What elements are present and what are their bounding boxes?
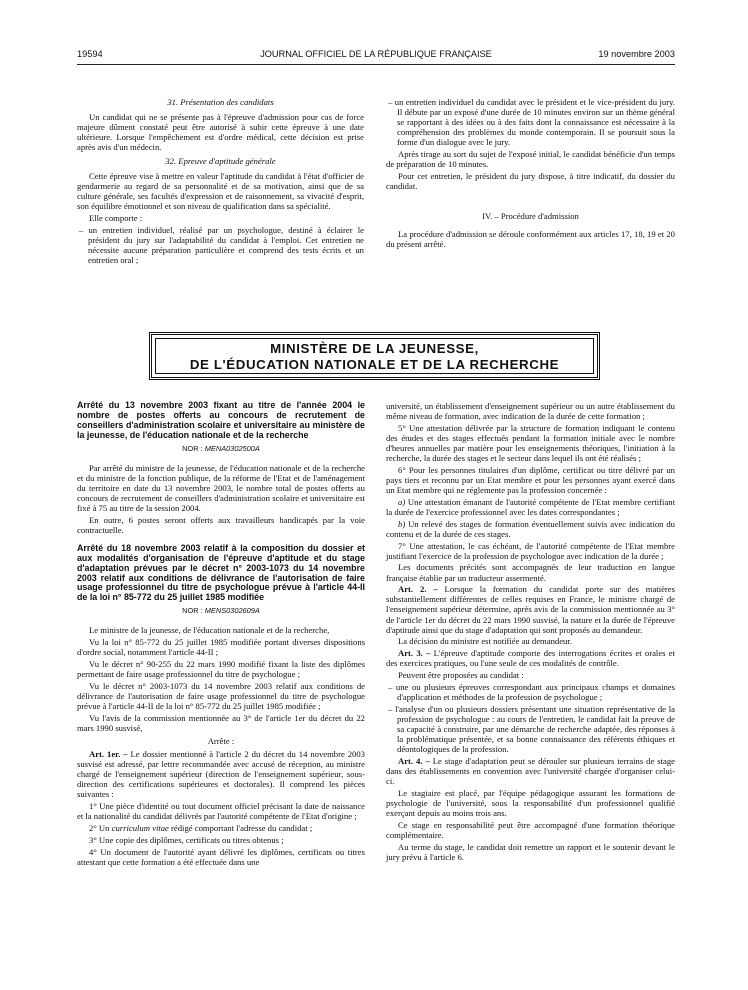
article-1-item-6: 6° Pour les personnes titulaires d'un diplôme, certificat ou titre délivré par un pays tiers et reconnu par un Etat membre et pour les personnes ayant exercé dans un Etat membre qui ne réglemente pas la profession concernée : [386, 464, 675, 495]
section-32-paragraph: Cette épreuve vise à mettre en valeur l'aptitude du candidat à l'état d'officier de gendarmerie au regard de sa personnalité et de sa motivation, ainsi que de sa culture générale, ses facultés d'expression et de raisonnement, sa vivacité d'esprit, son équilibre émotionnel et son niveau de qualification dans sa spécialité. [77, 171, 364, 212]
ministry-line-2: DE L'ÉDUCATION NATIONALE ET DE LA RECHERCHE [189, 357, 560, 372]
article-3-item-1: – une ou plusieurs épreuves correspondant aux principaux champs et domaines d'application et méthodes de la profession de psychologue ; [388, 681, 675, 703]
arrete-2-title: Arrêté du 18 novembre 2003 relatif à la composition du dossier et aux modalités d'organisation de l'épreuve d'aptitude et du stage d'adaptation prévues par le décret n° 2003-1073 du 14 novembre 2003 relatif aux conditions de délivrance de l'autorisation de faire usage professionnel du titre de psychologue prévue à l'article 44-II de la loi n° 85-772 du 25 juillet 1985 modifiée [77, 542, 365, 603]
draw-paragraph: Après tirage au sort du sujet de l'exposé initial, le candidat bénéficie d'un temps de préparation de 10 minutes. [386, 149, 675, 170]
bottom-left-column [77, 401, 365, 868]
section-31-title: 31. Présentation des candidats [167, 97, 274, 107]
section-32-title: 32. Epreuve d'aptitude générale [165, 156, 276, 167]
article-4-paragraph-3: Ce stage en responsabilité peut être accompagné d'une formation théorique complémentaire. [386, 819, 675, 840]
article-1-item-3: 3° Une copie des diplômes, certificats ou titres obtenus ; [89, 834, 284, 845]
article-4-paragraph-4: Au terme du stage, le candidat doit remettre un rapport et le soutenir devant le jury prévu à l'article 6. [386, 841, 675, 862]
arrete-2-arrete: Arrête : [207, 735, 235, 746]
arrete-1-paragraph-1: Par arrêté du ministre de la jeunesse, de l'éducation nationale et de la recherche et du ministre de la fonction publique, de la réforme de l'Etat et de l'aménagement du territoire en date du 13 novembre 2003, le nombre total de postes offerts au concours de recrutement de conseillers d'administration scolaire et universitaire est fixé à 75 au titre de la session 2004. [77, 462, 365, 513]
article-1-item-2: 2° Un curriculum vitae rédigé comportant l'adresse du candidat ; [89, 822, 313, 833]
arrete-1-paragraph-2: En outre, 6 postes seront offerts aux travailleurs handicapés par la voie contractuelle. [77, 514, 365, 535]
page-header [77, 49, 675, 63]
article-1-item-7: 7° Une attestation, le cas échéant, de l'autorité compétente de l'Etat membre justifiant l'exercice de la profession de psychologue avec indication de la durée ; [386, 540, 675, 561]
arrete-2-vu-2: Vu le décret n° 90-255 du 22 mars 1990 modifié fixant la liste des diplômes permettant de faire usage professionnel du titre de psychologue ; [77, 659, 365, 680]
article-1-item-5: 5° Une attestation délivrée par la structure de formation indiquant le contenu des études et des stages effectués pendant la formation initiale avec le nombre d'heures annuelles par matière pour les enseignements théoriques, l'initiation à la recherche, la durée des stages et le secteur dans lequel ils ont été réalisés ; [386, 422, 675, 464]
arrete-2-vu-1: Vu la loi n° 85-772 du 25 juillet 1985 modifiée portant diverses dispositions d'ordre social, notamment l'article 44-II ; [77, 637, 365, 658]
interview-item: – un entretien individuel du candidat avec le président et le vice-président du jury. Il débute par un exposé d'une durée de 10 minutes environ sur un thème général se rapportant à des idées ou à des faits dont la connaissance est nécessaire à la compréhension des problèmes du monde contemporain. Il se poursuit sous la forme d'un dialogue avec le jury. [388, 97, 675, 148]
arrete-2-vu-4: Vu l'avis de la commission mentionnée au 3° de l'article 1er du décret du 22 mars 1990 susvisé, [77, 712, 365, 733]
ministry-line-1: MINISTÈRE DE LA JEUNESSE, [270, 341, 479, 356]
ministry-heading-box [149, 332, 600, 380]
arrete-1-title: Arrêté du 13 novembre 2003 fixant au titre de l'année 2004 le nombre de postes offerts au concours de recrutement de conseillers d'administration scolaire et universitaire au ministère de la jeunesse, de l'éducation nationale et de la recherche [77, 400, 365, 440]
article-1-item-6b: b) Un relevé des stages de formation éventuellement suivis avec indication du contenu et de la durée de ces stages. [386, 518, 675, 539]
section-32-item: – un entretien individuel, réalisé par un psychologue, destiné à éclairer le président du jury sur l'adaptabilité du candidat à l'emploi. Cet entretien ne nécessite aucune préparation particulière et comprend des tests écrits et un entretien oral ; [79, 225, 364, 266]
documents-paragraph: Les documents précités sont accompagnés de leur traduction en langue française établie par un traducteur assermenté. [386, 562, 675, 583]
bottom-right-column [386, 401, 675, 864]
arrete-1-nor: NOR : MENA0302500A [182, 443, 260, 453]
header-rule [77, 64, 675, 65]
issue-date: 19 novembre 2003 [598, 49, 675, 59]
section-iv-title: IV. – Procédure d'admission [482, 211, 579, 222]
article-1: Art. 1er. – Le dossier mentionné à l'article 2 du décret du 14 novembre 2003 susvisé est adressé, par lettre recommandée avec accusé de réception, au ministre chargé de l'enseignement supérieur (direction de l'enseignement supérieur, sous-direction des certifications supérieures et doctorales). Il comprend les pièces suivantes : [77, 748, 365, 800]
arrete-2-vu-3: Vu le décret n° 2003-1073 du 14 novembre 2003 relatif aux conditions de délivrance de l'autorisation de faire usage professionnel du titre de psychologue prévue à l'article 44-II de la loi n° 85-772 du 25 juillet 1985 modifiée ; [77, 680, 365, 711]
article-4: Art. 4. – Le stage d'adaptation peut se dérouler sur plusieurs terrains de stage dans des établissements en convention avec l'université chargée d'organiser celui-ci. [386, 755, 675, 786]
arrete-2-nor: NOR : MENS0302609A [182, 606, 260, 616]
article-1-item-4: 4° Un document de l'autorité ayant délivré les diplômes, certificats ou titres attestant que cette formation a été effectuée dans une [77, 846, 365, 867]
article-3-item-2: – l'analyse d'un ou plusieurs dossiers présentant une situation représentative de la profession de psychologue : au cours de l'entretien, le candidat fait la preuve de sa capacité à construire, par une démarche de recherche adaptée, des réponses à la problématique présentée, et sa bonne connaissance des référents éthiques et déontologiques de la profession. [388, 703, 675, 755]
top-left-column [77, 97, 364, 267]
article-1-item-6a: a) Une attestation émanant de l'autorité compétente de l'Etat membre certifiant la durée de l'exercice professionnel avec les dates correspondantes ; [386, 496, 675, 517]
article-4-paragraph-2: Le stagiaire est placé, par l'équipe pédagogique assurant les formations de psychologie de l'université, sous la responsabilité d'un professionnel qualifié exerçant depuis au moins trois ans. [386, 787, 675, 818]
journal-title: JOURNAL OFFICIEL DE LA RÉPUBLIQUE FRANÇAISE [260, 49, 492, 59]
section-32-intro: Elle comporte : [89, 213, 143, 224]
section-31-paragraph: Un candidat qui ne se présente pas à l'épreuve d'admission pour cas de force majeure dûment constaté peut être autorisé à subir cette épreuve à une date ultérieure. Lorsque l'empêchement est d'ordre médical, cette décision est prise après avis d'un médecin. [77, 112, 364, 153]
dossier-paragraph: Pour cet entretien, le président du jury dispose, à titre indicatif, du dossier du candidat. [386, 170, 675, 191]
article-2-paragraph-2: La décision du ministre est notifiée au demandeur. [398, 636, 572, 647]
article-2: Art. 2. – Lorsque la formation du candidat porte sur des matières substantiellement différentes de celles requises en France, le ministre chargé de l'enseignement supérieur détermine, après avis de la commission mentionnée au 3° de l'article 1er du décret du 22 mars 1990 susvisé, la nature et la durée de l'épreuve d'aptitude ainsi que du stage d'adaptation qui sont proposés au demandeur. [386, 584, 675, 635]
section-iv-paragraph: La procédure d'admission se déroule conformément aux articles 17, 18, 19 et 20 du présent arrêté. [386, 229, 675, 250]
arrete-2-minister: Le ministre de la jeunesse, de l'éducation nationale et de la recherche, [89, 625, 330, 636]
top-right-column [386, 97, 675, 251]
page-number: 19594 [77, 49, 103, 59]
article-3: Art. 3. – L'épreuve d'aptitude comporte des interrogations écrites et orales et des exercices pratiques, ou l'une seule de ces modalités de contrôle. [386, 648, 675, 669]
article-1-item-1: 1° Une pièce d'identité ou tout document officiel précisant la date de naissance et la nationalité du candidat délivrés par l'autorité compétente de l'Etat d'origine ; [77, 801, 365, 822]
article-3-paragraph-2: Peuvent être proposées au candidat : [398, 670, 524, 681]
item-4-continued: université, un établissement d'enseignement supérieur ou un autre établissement du même niveau de formation, avec indication de la durée de cette formation ; [386, 401, 675, 422]
